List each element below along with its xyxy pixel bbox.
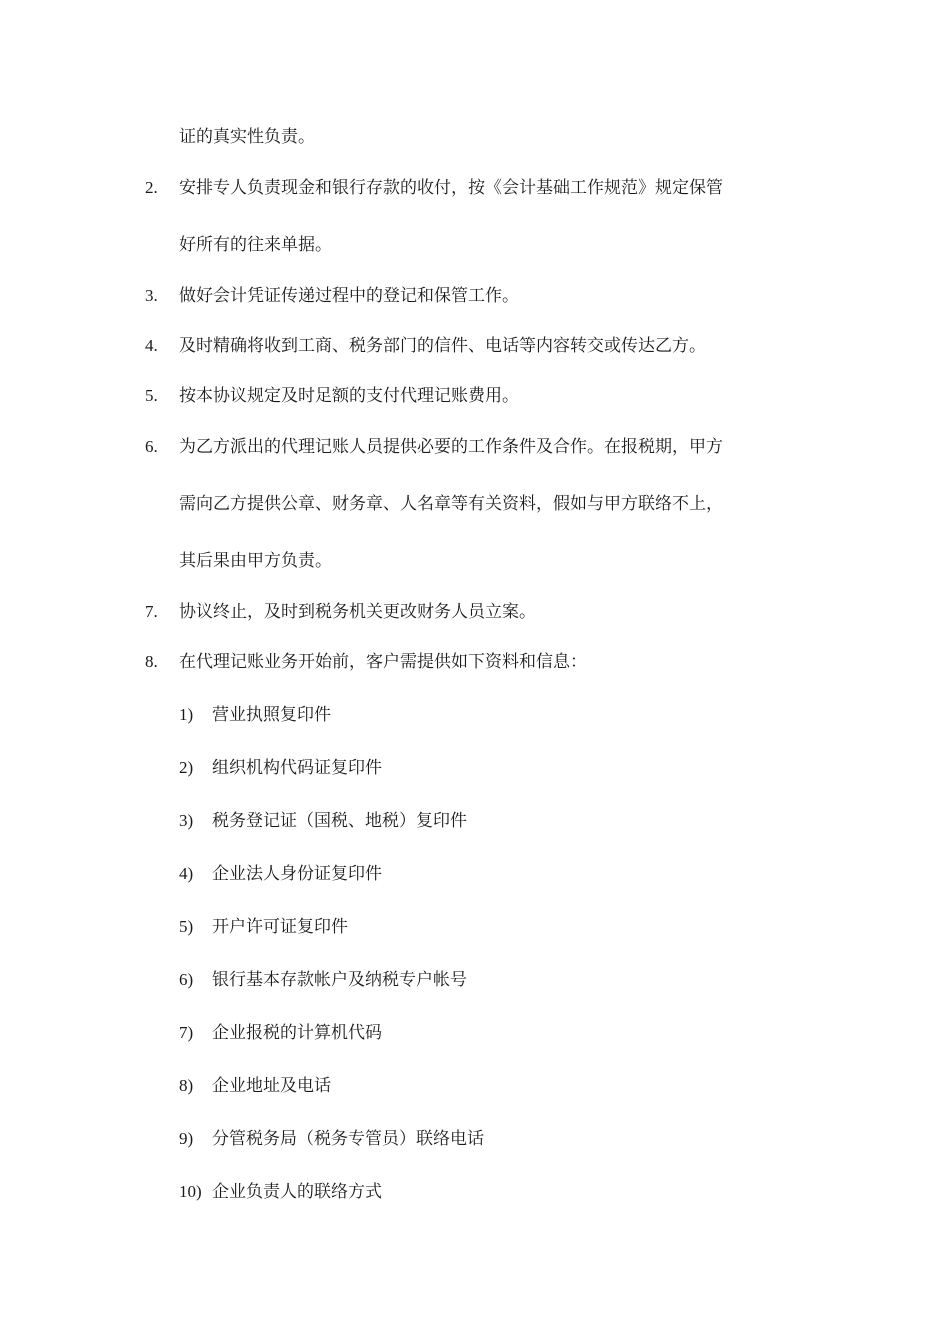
subitem-text: 分管税务局（税务专管员）联络电话 xyxy=(212,1129,484,1149)
subitem-number: 5) xyxy=(179,917,194,936)
subitem-text: 企业地址及电话 xyxy=(212,1076,331,1096)
subitem-number: 8) xyxy=(179,1076,194,1095)
subitem-number: 6) xyxy=(179,970,194,989)
subitem-text: 营业执照复印件 xyxy=(212,705,331,725)
subitem-number: 9) xyxy=(179,1129,194,1148)
subitem-text: 税务登记证（国税、地税）复印件 xyxy=(212,811,467,831)
item-text: 协议终止，及时到税务机关更改财务人员立案。 xyxy=(179,602,536,622)
item-text: 需向乙方提供公章、财务章、人名章等有关资料，假如与甲方联络不上， xyxy=(179,494,723,514)
subitem-number: 7) xyxy=(179,1023,194,1042)
subitem-text: 企业报税的计算机代码 xyxy=(212,1023,382,1043)
item-text: 及时精确将收到工商、税务部门的信件、电话等内容转交或传达乙方。 xyxy=(179,336,706,356)
item-number: 4. xyxy=(145,336,158,355)
item-text: 好所有的往来单据。 xyxy=(179,235,332,255)
item-number: 6. xyxy=(145,437,158,456)
subitem-number: 3) xyxy=(179,811,194,830)
subitem-text: 银行基本存款帐户及纳税专户帐号 xyxy=(212,970,467,990)
item-number: 2. xyxy=(145,178,158,197)
item-number: 7. xyxy=(145,602,158,621)
item-number: 3. xyxy=(145,286,158,305)
subitem-text: 企业负责人的联络方式 xyxy=(212,1182,382,1202)
item-text: 为乙方派出的代理记账人员提供必要的工作条件及合作。在报税期，甲方 xyxy=(179,437,723,457)
continuation-line: 证的真实性负责。 xyxy=(179,127,315,147)
subitem-number: 1) xyxy=(179,705,194,724)
subitem-number: 2) xyxy=(179,758,194,777)
subitem-number: 10) xyxy=(179,1182,202,1201)
item-text: 做好会计凭证传递过程中的登记和保管工作。 xyxy=(179,286,519,306)
subitem-text: 开户许可证复印件 xyxy=(212,917,348,937)
item-number: 8. xyxy=(145,652,158,671)
subitem-number: 4) xyxy=(179,864,194,883)
item-text: 其后果由甲方负责。 xyxy=(179,551,332,571)
item-text: 安排专人负责现金和银行存款的收付，按《会计基础工作规范》规定保管 xyxy=(179,178,723,198)
item-number: 5. xyxy=(145,386,158,405)
item-text: 按本协议规定及时足额的支付代理记账费用。 xyxy=(179,386,519,406)
item-text: 在代理记账业务开始前，客户需提供如下资料和信息： xyxy=(179,652,587,672)
subitem-text: 组织机构代码证复印件 xyxy=(212,758,382,778)
subitem-text: 企业法人身份证复印件 xyxy=(212,864,382,884)
